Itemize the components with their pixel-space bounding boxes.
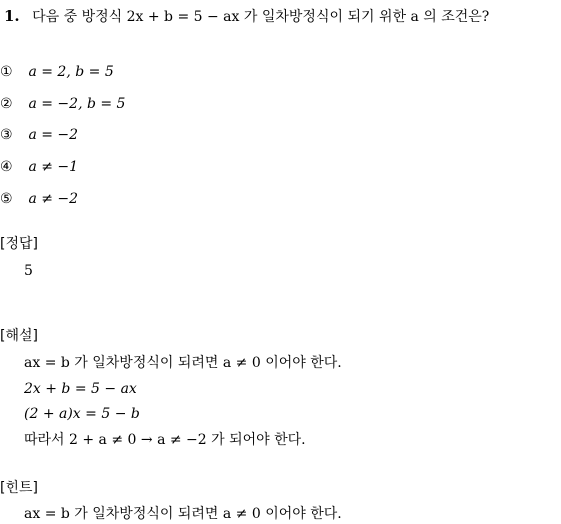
explanation-line-1: ax = b 가 일차방정식이 되려면 a ≠ 0 이어야 한다. — [24, 355, 342, 371]
question-number: 1. — [4, 7, 20, 25]
question-text: 다음 중 방정식 2x + b = 5 − ax 가 일차방정식이 되기 위한 a 의 조건은? — [32, 9, 490, 25]
hint-label: [힌트] — [0, 480, 38, 496]
choice-4-text: a ≠ −1 — [28, 159, 79, 175]
choice-4-mark: ④ — [0, 159, 13, 175]
answer-value: 5 — [24, 263, 33, 279]
choice-3[interactable] — [0, 125, 78, 145]
explanation-line-2: 2x + b = 5 − ax — [24, 381, 137, 397]
choice-5-text: a ≠ −2 — [28, 191, 79, 207]
choice-1-mark: ① — [0, 64, 13, 80]
choice-2-mark: ② — [0, 96, 13, 112]
hint-text: ax = b 가 일차방정식이 되려면 a ≠ 0 이어야 한다. — [24, 506, 342, 522]
question — [4, 6, 489, 27]
explanation-line-4: 따라서 2 + a ≠ 0 → a ≠ −2 가 되어야 한다. — [24, 432, 306, 448]
choice-2[interactable] — [0, 94, 125, 114]
choice-5[interactable] — [0, 189, 78, 209]
choice-4[interactable] — [0, 157, 78, 177]
answer-label: [정답] — [0, 236, 38, 252]
choice-2-text: a = −2, b = 5 — [28, 96, 126, 112]
choice-3-mark: ③ — [0, 127, 13, 143]
choice-1[interactable] — [0, 62, 114, 82]
choice-1-text: a = 2, b = 5 — [28, 64, 114, 80]
choice-3-text: a = −2 — [28, 127, 79, 143]
choice-5-mark: ⑤ — [0, 191, 13, 207]
explanation-line-3: (2 + a)x = 5 − b — [24, 406, 140, 422]
explanation-label: [해설] — [0, 328, 38, 344]
